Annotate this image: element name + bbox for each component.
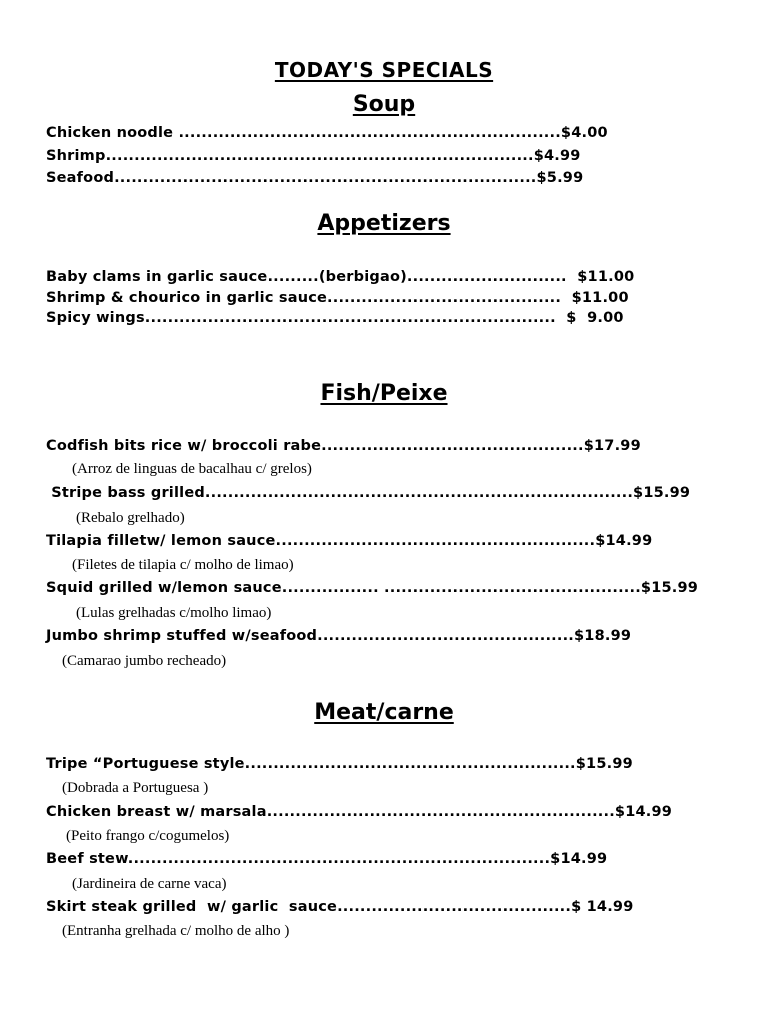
menu-item-translation: (Arroz de linguas de bacalhau c/ grelos) [72, 461, 312, 477]
menu-item-translation: (Jardineira de carne vaca) [72, 876, 227, 892]
page-title: TODAY'S SPECIALS [274, 58, 494, 82]
menu-item: Jumbo shrimp stuffed w/seafood.............................................$18.99 [46, 628, 632, 644]
menu-item: Baby clams in garlic sauce.........(berbigao)............................ $11.00 [46, 269, 635, 285]
menu-item: Skirt steak grilled w/ garlic sauce.........................................$ 14.99 [46, 899, 634, 915]
menu-item: Codfish bits rice w/ broccoli rabe..............................................$17.99 [46, 438, 641, 454]
menu-item: Shrimp...........................................................................$4.99 [46, 148, 581, 164]
menu-item-translation: (Rebalo grelhado) [76, 510, 185, 526]
menu-item: Squid grilled w/lemon sauce................. .............................................$15.99 [46, 580, 699, 596]
menu-item: Tripe “Portuguese style..........................................................$15.99 [46, 756, 633, 772]
menu-item-translation: (Camarao jumbo recheado) [62, 653, 227, 669]
section-heading-fish: Fish/Peixe [320, 381, 448, 406]
menu-item-translation: (Peito frango c/cogumelos) [66, 828, 230, 844]
menu-item: Spicy wings........................................................................ $ 9.00 [46, 310, 624, 326]
menu-item-translation: (Entranha grelhada c/ molho de alho ) [62, 923, 290, 939]
section-heading-meat: Meat/carne [314, 700, 454, 725]
section-heading-soup: Soup [352, 92, 416, 117]
menu-item: Seafood..........................................................................$5.99 [46, 170, 584, 186]
menu-item: Beef stew..........................................................................$14.99 [46, 851, 608, 867]
menu-item-translation: (Dobrada a Portuguesa ) [62, 780, 209, 796]
menu-item: Shrimp & chourico in garlic sauce......................................... $11.00 [46, 290, 629, 306]
menu-item: Stripe bass grilled...........................................................................$15.99 [46, 485, 691, 501]
menu-item: Tilapia filletw/ lemon sauce........................................................$14.99 [46, 533, 653, 549]
menu-item: Chicken noodle ...................................................................$4.00 [46, 125, 608, 141]
section-heading-appetizers: Appetizers [317, 211, 451, 236]
menu-item-translation: (Lulas grelhadas c/molho limao) [76, 605, 272, 621]
menu-item: Chicken breast w/ marsala.............................................................$14.99 [46, 804, 673, 820]
menu-item-translation: (Filetes de tilapia c/ molho de limao) [72, 557, 294, 573]
